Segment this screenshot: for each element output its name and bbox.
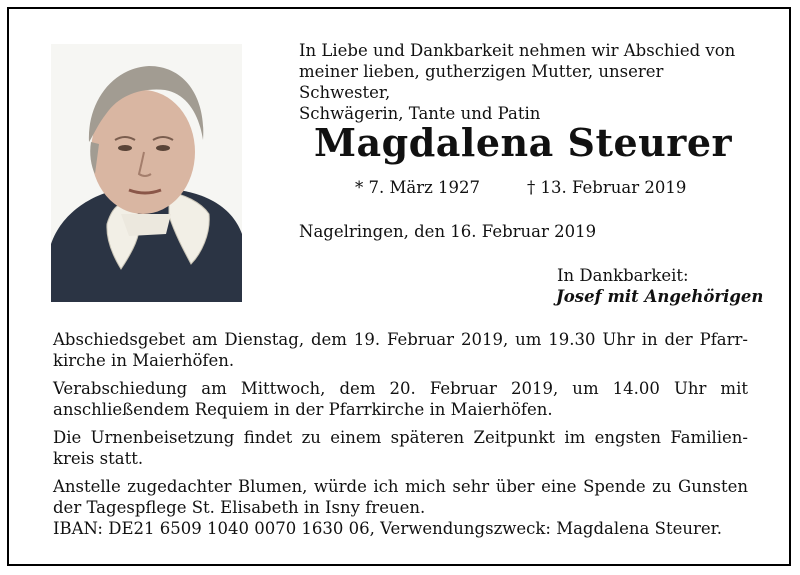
iban-line: IBAN: DE21 6509 1040 0070 1630 06, Verwendungszweck: Magdalena Steurer. bbox=[53, 519, 722, 538]
death-date: † 13. Februar 2019 bbox=[527, 178, 687, 197]
signers: Josef mit Angehörigen bbox=[556, 287, 764, 306]
paragraph-burial bbox=[53, 427, 748, 469]
portrait-photo bbox=[51, 44, 242, 302]
portrait-image bbox=[51, 44, 242, 302]
intro-line: In Liebe und Dankbarkeit nehmen wir Abschied von bbox=[299, 41, 736, 60]
paragraph-donation bbox=[53, 476, 748, 539]
place-and-date: Nagelringen, den 16. Februar 2019 bbox=[299, 222, 597, 241]
birth-date: * 7. März 1927 bbox=[355, 178, 481, 197]
paragraph-farewell bbox=[53, 378, 748, 420]
paragraph-line: kirche in Maierhöfen. bbox=[53, 351, 235, 370]
intro-line: meiner lieben, gutherzigen Mutter, unserer Schwester, bbox=[299, 62, 664, 102]
intro-text bbox=[299, 40, 759, 124]
intro-line: Schwägerin, Tante und Patin bbox=[299, 104, 541, 123]
paragraph-line: Anstelle zugedachter Blumen, würde ich mich sehr über eine Spende zu Gunsten bbox=[53, 477, 748, 496]
paragraph-line: Die Urnenbeisetzung findet zu einem späteren Zeitpunkt im engsten Familien- bbox=[53, 428, 748, 447]
paragraph-prayer bbox=[53, 329, 748, 371]
paragraph-line: Abschiedsgebet am Dienstag, dem 19. Februar 2019, um 19.30 Uhr in der Pfarr- bbox=[53, 330, 748, 349]
paragraph-line: der Tagespflege St. Elisabeth in Isny freuen. bbox=[53, 498, 426, 517]
paragraph-line: Verabschiedung am Mittwoch, dem 20. Februar 2019, um 14.00 Uhr mit bbox=[53, 379, 748, 398]
paragraph-line: anschließendem Requiem in der Pfarrkirche in Maierhöfen. bbox=[53, 400, 553, 419]
thanks-label: In Dankbarkeit: bbox=[557, 266, 689, 285]
service-details bbox=[53, 329, 748, 539]
deceased-name: Magdalena Steurer bbox=[313, 120, 733, 165]
paragraph-line: kreis statt. bbox=[53, 449, 144, 468]
